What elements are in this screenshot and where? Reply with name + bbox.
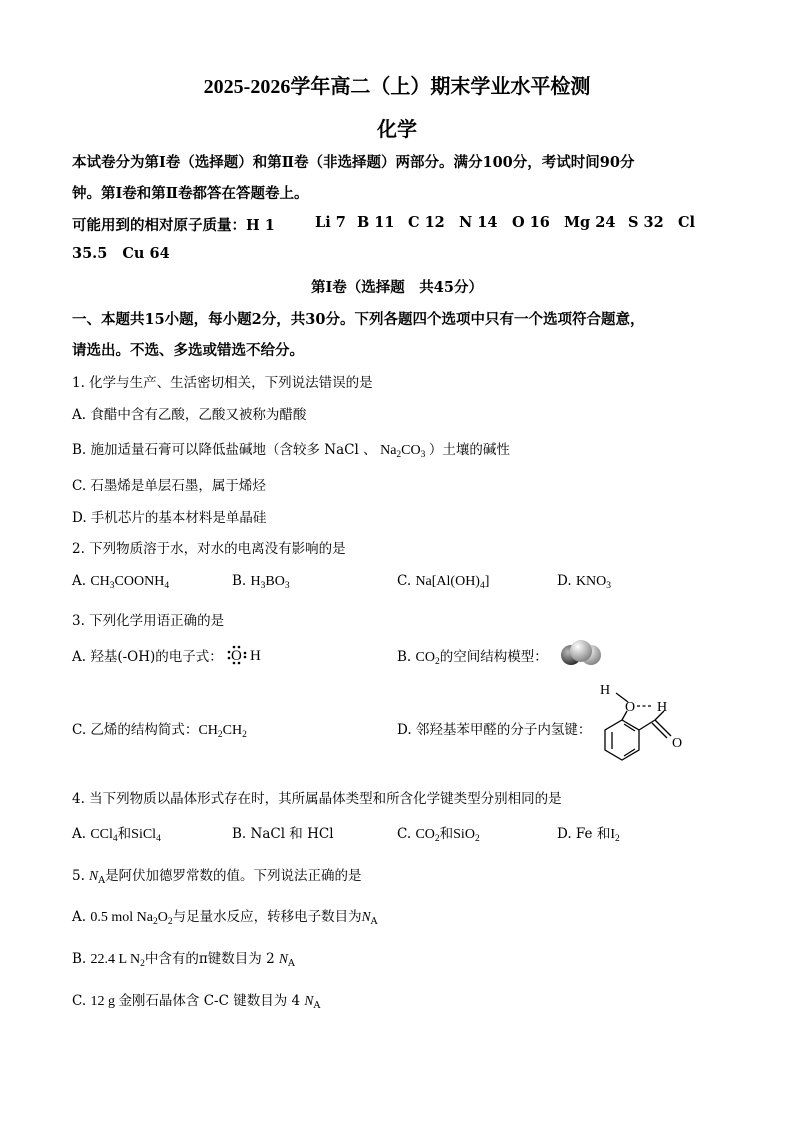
q3-option-b — [397, 645, 548, 666]
q5-option-b: B. 22.4 L $N_2$中含有的π键数目为 2 $N_A$ — [72, 951, 295, 969]
q2-a-label: A. — [72, 573, 87, 589]
q2-d-label: D. — [557, 573, 572, 589]
formula-h3bo3: $H_3BO_3$ — [250, 574, 290, 591]
svg-text:O: O — [231, 648, 242, 664]
q5-b-label: B. — [72, 951, 87, 967]
subject-title: 化学 — [377, 119, 417, 141]
q4-option-b: B. NaCl 和 HCl — [232, 826, 334, 842]
formula-ch2ch2: $CH_2CH_2$ — [198, 723, 247, 740]
svg-text:O: O — [625, 700, 636, 715]
formula-sio2: SiO$_2$ — [453, 827, 480, 844]
q2-option-a — [72, 573, 169, 590]
svg-text:H: H — [657, 700, 668, 715]
q4-c-label: C. — [397, 826, 412, 842]
q1-stem: 1. 化学与生产、生活密切相关，下列说法错误的是 — [72, 375, 373, 391]
q3-option-a: A. 羟基(-OH)的电子式： — [72, 649, 223, 665]
formula-co2: $CO_2$ — [415, 650, 440, 667]
q3-stem: 3. 下列化学用语正确的是 — [72, 613, 225, 629]
section-title: 第Ⅰ卷（选择题 共45分） — [311, 279, 483, 296]
q5-stem: 5. $N_A$是阿伏加德罗常数的值。下列说法正确的是 — [72, 868, 362, 886]
hydroxyl-electron-dot-diagram — [226, 640, 270, 666]
q5-a-text: 与足量水反应，转移电子数目为 — [172, 909, 362, 925]
q2-stem: 2. 下列物质溶于水，对水的电离没有影响的是 — [72, 541, 346, 557]
q3-b-label: B. — [397, 649, 412, 665]
intro-line-1: 本试卷分为第Ⅰ卷（选择题）和第Ⅱ卷（非选择题）两部分。满分100分，考试时间90分 — [72, 154, 635, 171]
q4-c-and: 和 — [439, 826, 454, 842]
q4-option-d — [557, 822, 620, 843]
na-symbol: N — [361, 909, 371, 924]
na-symbol: N — [278, 951, 288, 966]
formula-na2co3: $Na_2CO_3$ — [376, 443, 426, 460]
exam-title: 2025-2026学年高二（上）期末学业水平检测 — [203, 76, 591, 98]
q5-stem-text: 是阿伏加德罗常数的值。下列说法正确的是 — [105, 868, 362, 884]
q2-option-b — [232, 573, 290, 590]
section-instruction-2: 请选出。不选、多选或错选不给分。 — [72, 342, 304, 359]
svg-text:H: H — [250, 648, 261, 664]
formula-sicl4: SiCl$_4$ — [131, 827, 161, 844]
quantity-22-4l-n2: 22.4 L $N_2$ — [90, 952, 145, 969]
q1-option-c: C. 石墨烯是单层石墨，属于烯烃 — [72, 478, 266, 494]
mass-cl-value: 35.5 — [72, 245, 108, 262]
q3-b-text: 的空间结构模型： — [439, 649, 548, 665]
q2-option-c — [397, 573, 489, 590]
q3-option-c — [72, 718, 247, 739]
q4-d-label: D. Fe 和 — [557, 826, 611, 842]
q5-option-c: C. 12 g 金刚石晶体含 C-C 键数目为 4 $N_A$ — [72, 993, 321, 1011]
na-symbol: N — [89, 868, 99, 883]
q3-option-d: D. 邻羟基苯甲醛的分子内氢键： — [397, 722, 592, 738]
atomic-mass-line — [72, 214, 696, 235]
mass-li: Li 7 — [315, 214, 346, 231]
mass-b: B 11 — [357, 214, 395, 231]
svg-text:O: O — [672, 736, 683, 751]
q4-stem: 4. 当下列物质以晶体形式存在时，其所属晶体类型和所含化学键类型分别相同的是 — [72, 791, 562, 807]
q1-option-b-text: B. 施加适量石膏可以降低盐碱地（含较多 NaCl 、 — [72, 442, 377, 458]
q5-c-text: 金刚石晶体含 C-C 键数目为 4 — [118, 993, 301, 1009]
formula-i2: $I_2$ — [610, 827, 620, 844]
q1-option-a: A. 食醋中含有乙酸，乙酸又被称为醋酸 — [72, 407, 307, 423]
formula-co2-b: $CO_2$ — [415, 827, 440, 844]
quantity-0-5mol-na2o2: 0.5 mol $Na_2O_2$ — [90, 910, 173, 927]
mass-n: N 14 — [459, 214, 498, 231]
q3-c-text: C. 乙烯的结构简式： — [72, 722, 199, 738]
mass-o: O 16 — [512, 214, 550, 231]
mass-cl: Cl — [678, 214, 696, 231]
mass-cu: Cu 64 — [122, 245, 170, 262]
q5-option-a: A. 0.5 mol $Na_2O_2$与足量水反应，转移电子数目为$N_A$ — [72, 909, 378, 927]
mass-h: H 1 — [246, 217, 275, 234]
salicylaldehyde-hydrogen-bond-structure — [590, 680, 695, 772]
formula-na-al-oh4: $Na[Al(OH)_4]$ — [415, 574, 490, 591]
mass-mg: Mg 24 — [564, 214, 616, 231]
atomic-mass-label: 可能用到的相对原子质量： — [72, 217, 246, 234]
svg-text:H: H — [600, 683, 611, 698]
atomic-mass-line-2 — [72, 245, 170, 262]
q5-b-text: 中含有的π键数目为 2 — [144, 951, 275, 967]
q1-option-b — [72, 438, 510, 459]
q4-option-a — [72, 822, 161, 843]
q2-c-label: C. — [397, 573, 412, 589]
section-instruction-1: 一、本题共15小题，每小题2分，共30分。下列各题四个选项中只有一个选项符合题意， — [72, 311, 645, 328]
q4-a-label: A. — [72, 826, 87, 842]
formula-ccl4: CCl$_4$ — [90, 827, 118, 844]
q4-option-c — [397, 822, 480, 843]
q2-option-d — [557, 573, 611, 590]
q4-a-and: 和 — [117, 826, 132, 842]
formula-ch3coonh4: $CH_3COONH_4$ — [90, 574, 170, 591]
mass-s: S 32 — [628, 214, 664, 231]
q5-a-label: A. — [72, 909, 87, 925]
q5-c-label: C. — [72, 993, 87, 1009]
quantity-12g: 12 g — [90, 994, 119, 1009]
q1-option-d: D. 手机芯片的基本材料是单晶硅 — [72, 510, 267, 526]
mass-c: C 12 — [408, 214, 445, 231]
q2-b-label: B. — [232, 573, 247, 589]
na-symbol: N — [304, 993, 314, 1008]
intro-line-2: 钟。第Ⅰ卷和第Ⅱ卷都答在答题卷上。 — [72, 185, 309, 202]
q1-option-b-tail: ）土壤的碱性 — [428, 442, 510, 458]
formula-kno3: $KNO_3$ — [575, 574, 612, 591]
co2-space-filling-model — [560, 637, 602, 669]
